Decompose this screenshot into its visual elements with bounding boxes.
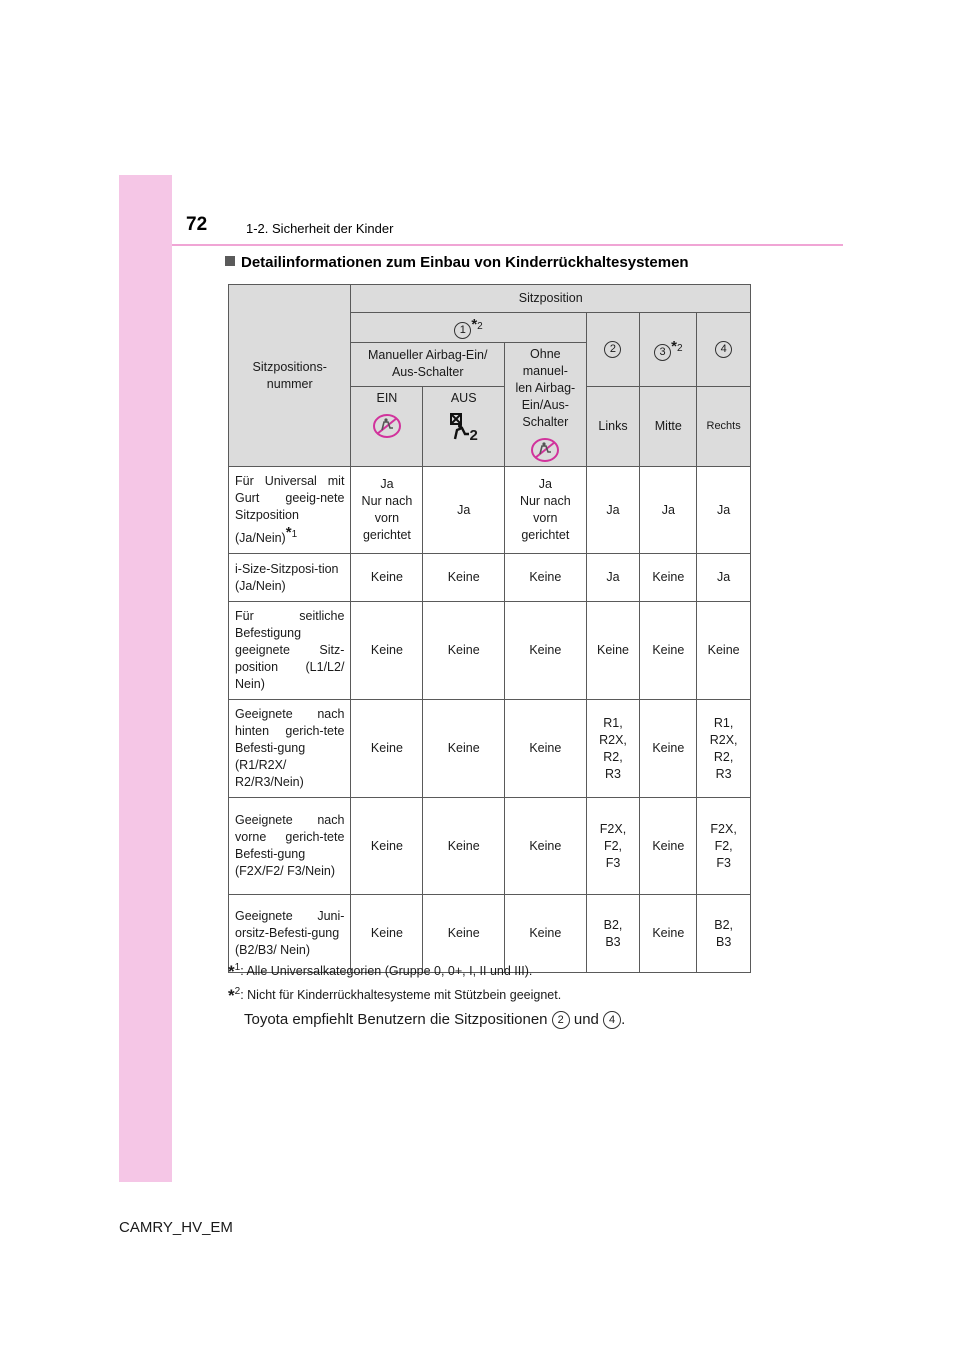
table-cell: B2, B3 [586,895,640,973]
table-cell: Ja [586,554,640,602]
table-cell: Ja [697,554,751,602]
table-cell: Keine [640,798,697,895]
col-header-left: Links [586,386,640,467]
table-cell: Keine [423,895,505,973]
circled-number-1: 1 [454,322,471,339]
footnote-1 [228,962,532,982]
table-cell: F2X, F2, F3 [697,798,751,895]
chapter-sidebar-tab [119,175,172,1182]
row-label: Für seitliche Befestigung geeignete Sitz-position (L1/L2/ Nein) [229,602,351,700]
airbag-on-icon [372,413,402,439]
circled-number-2: 2 [552,1011,570,1029]
table-cell: Keine [351,895,423,973]
table-cell: Keine [423,554,505,602]
circled-number-3: 3 [654,344,671,361]
table-cell: Keine [640,700,697,798]
table-cell: Keine [351,700,423,798]
airbag-off-icon-number: 2 [469,426,478,444]
recommendation-text: Toyota empfiehlt Benutzern die Sitzpositionen 2 und 4 . [244,1011,626,1028]
col-header-pos2 [586,313,640,387]
table-row [229,554,751,602]
table-cell: Keine [640,895,697,973]
col-header-pos3 [640,313,697,387]
table-cell: Keine [505,895,587,973]
table-cell: Keine [423,700,505,798]
heading-bullet-icon [225,256,235,266]
col-header-pos4 [697,313,751,387]
no-switch-label: Ohne manuel- len Airbag- Ein/Aus- Schalter [515,347,576,430]
col-header-right: Rechts [697,386,751,467]
child-seat-table [228,284,751,973]
table-cell: Ja [697,467,751,554]
col-header-pos1 [351,313,586,343]
table-row [229,602,751,700]
row-label: Für Universal mit Gurt geeig-nete Sitzposition (Ja/Nein)$^{*1}$ [229,467,351,554]
footnote-text: : Nicht für Kinderrückhaltesysteme mit Stützbein geeignet. [240,988,562,1003]
footnote-mark: 2 [234,986,241,997]
col-header-no-switch [505,343,587,467]
table-cell: Keine [351,554,423,602]
col-header-off [423,386,505,467]
document-code: CAMRY_HV_EM [119,1219,233,1236]
table-cell: Keine [505,602,587,700]
col-header-on [351,386,423,467]
table-cell: Keine [640,554,697,602]
col-header-seat-number: Sitzpositions- nummer [229,285,351,467]
header-divider [172,244,843,246]
heading-text: Detailinformationen zum Einbau von Kinderrückhaltesystemen [241,254,689,271]
footnote-ref-2: *2 [471,316,483,333]
table-cell: B2, B3 [697,895,751,973]
footnote-ref-1: *1 [285,524,298,542]
table-cell: Keine [586,602,640,700]
table-cell: R1, R2X, R2, R3 [697,700,751,798]
section-heading [225,254,689,271]
circled-number-4: 4 [603,1011,621,1029]
table-cell: Ja [423,467,505,554]
airbag-on-icon [530,437,560,463]
table-row [229,467,751,554]
table-cell: Ja Nur nach vorn gerichtet [505,467,587,554]
footnote-mark: 1 [234,962,241,973]
row-label: Geeignete Juni-orsitz-Befesti-gung (B2/B3/ Nein) [229,895,351,973]
footnote-2 [228,986,561,1006]
asterisk-icon: * [228,986,235,1006]
asterisk-icon: * [228,962,235,982]
table-cell: Keine [640,602,697,700]
table-cell: Ja [640,467,697,554]
row-label: Geeignete nach vorne gerich-tete Befesti-gung (F2X/F2/ F3/Nein) [229,798,351,895]
page-number: 72 [186,214,208,235]
table-cell: Ja Nur nach vorn gerichtet [351,467,423,554]
table-cell: Keine [505,554,587,602]
table-cell: Keine [423,602,505,700]
table-cell: F2X, F2, F3 [586,798,640,895]
off-label: AUS [450,390,477,405]
table-row [229,895,751,973]
row-label: i-Size-Sitzposi-tion (Ja/Nein) [229,554,351,602]
col-header-manual-switch: Manueller Airbag-Ein/ Aus-Schalter [351,343,505,386]
table-cell: Keine [505,700,587,798]
col-header-middle: Mitte [640,386,697,467]
circled-number-2: 2 [604,341,621,358]
section-title: 1-2. Sicherheit der Kinder [246,221,394,236]
table-cell: Keine [505,798,587,895]
table-cell: Keine [423,798,505,895]
table-row [229,700,751,798]
circled-number-4: 4 [715,341,732,358]
table-cell: Ja [586,467,640,554]
table-cell: R1, R2X, R2, R3 [586,700,640,798]
footnote-text: : Alle Universalkategorien (Gruppe 0, 0+, I, II und III). [240,964,533,979]
col-header-seat-position: Sitzposition [351,285,751,313]
table-cell: Keine [351,798,423,895]
row-label: Geeignete nach hinten gerich-tete Befesti-gung (R1/R2X/ R2/R3/Nein) [229,700,351,798]
footnote-ref-2: *2 [671,337,683,355]
table-row [229,798,751,895]
table-cell: Keine [351,602,423,700]
table-cell: Keine [697,602,751,700]
on-label: EIN [376,390,398,405]
